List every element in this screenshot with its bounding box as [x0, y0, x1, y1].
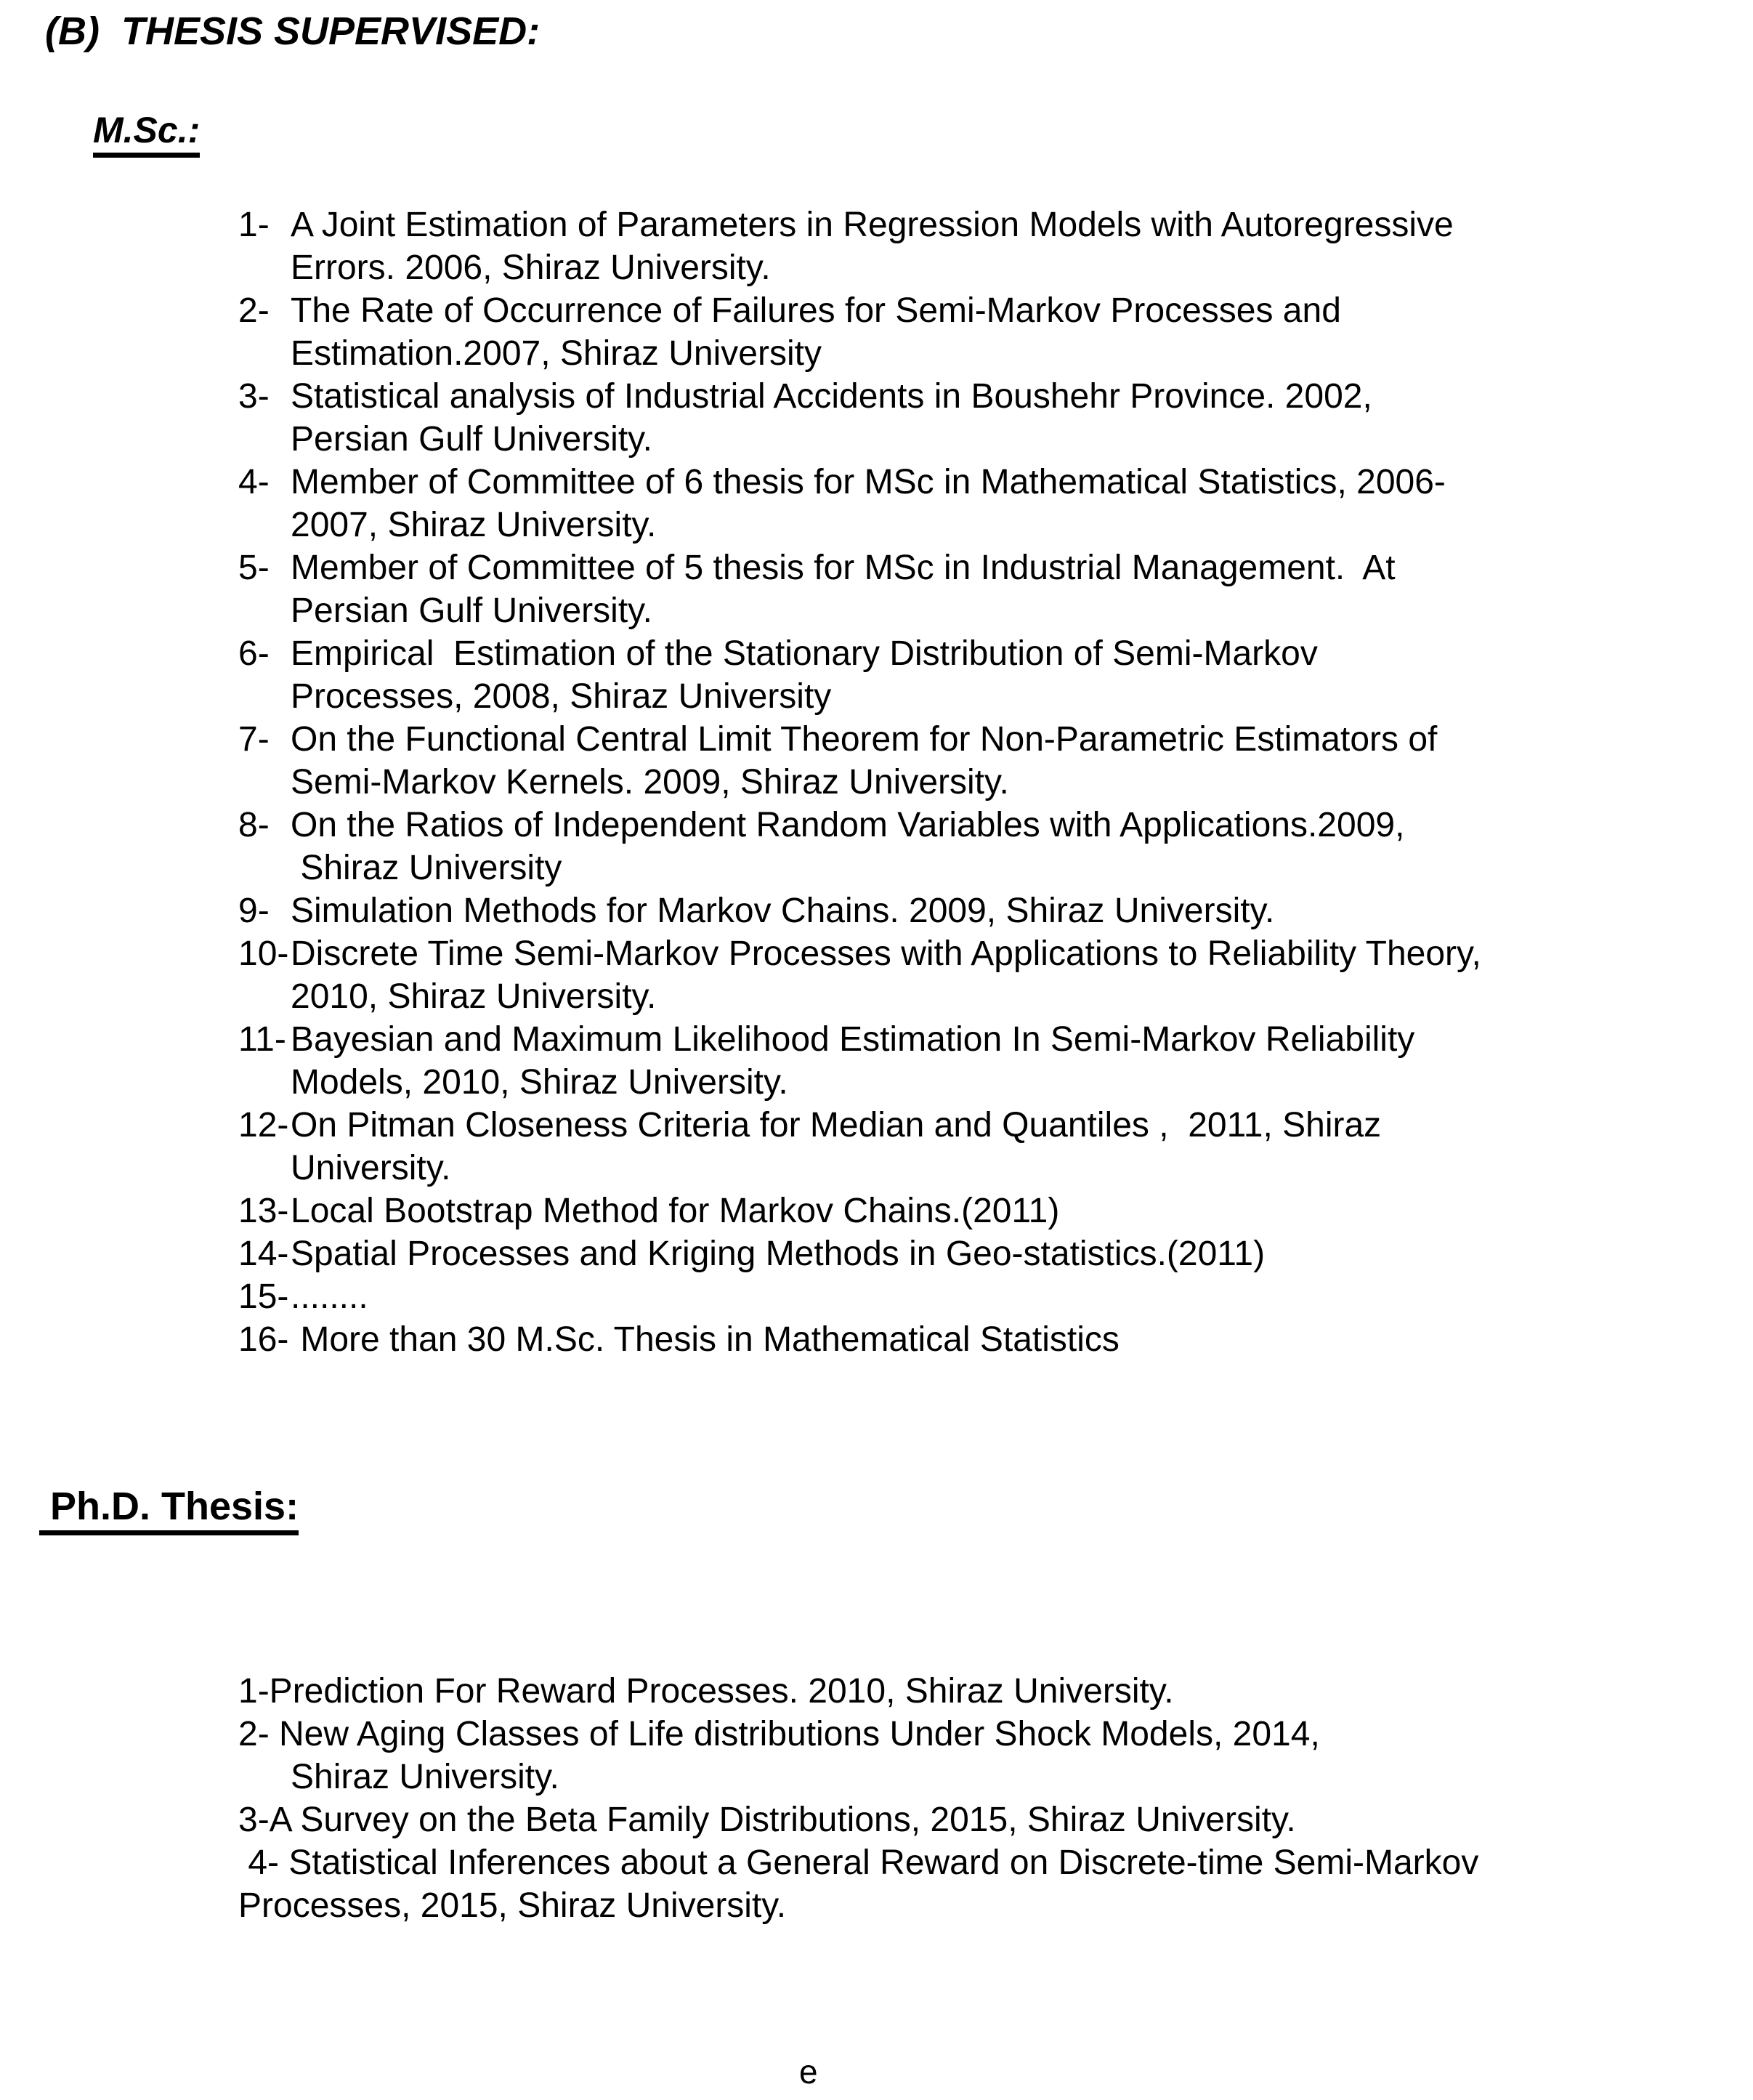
item-line-continuation: Shiraz University.	[291, 1758, 559, 1796]
item-text: Local Bootstrap Method for Markov Chains.(2011)	[291, 1192, 1060, 1230]
item-text: The Rate of Occurrence of Failures for Semi-Markov Processes and	[291, 291, 1341, 330]
item-text: Statistical analysis of Industrial Accidents in Boushehr Province. 2002,	[291, 377, 1372, 416]
item-line	[238, 1232, 1691, 1275]
item-line-continuation: University.	[291, 1149, 451, 1187]
phd-heading	[39, 1487, 299, 1535]
msc-item-11	[238, 1018, 1691, 1104]
msc-item-14	[238, 1232, 1691, 1275]
page-title: (B) THESIS SUPERVISED:	[45, 9, 541, 53]
item-line	[238, 889, 1691, 932]
item-number: 10-	[238, 934, 289, 973]
item-text: Member of Committee of 5 thesis for MSc in Industrial Management. At	[291, 549, 1396, 587]
msc-item-12	[238, 1104, 1691, 1190]
item-text: Empirical Estimation of the Stationary Distribution of Semi-Markov	[291, 634, 1318, 673]
item-line: 4- Statistical Inferences about a General Reward on Discrete-time Semi-Markov	[238, 1843, 1479, 1882]
item-line-continuation: Semi-Markov Kernels. 2009, Shiraz University.	[291, 763, 1009, 801]
phd-item-2	[238, 1713, 1691, 1798]
item-number: 7-	[238, 720, 270, 759]
item-line-continuation: Processes, 2015, Shiraz University.	[238, 1886, 787, 1925]
item-text: More than 30 M.Sc. Thesis in Mathematical Statistics	[291, 1320, 1120, 1359]
item-line	[238, 203, 1691, 246]
msc-item-3	[238, 375, 1691, 461]
item-number: 2-	[238, 291, 270, 330]
msc-thesis-list	[238, 203, 1691, 1361]
item-line-continuation: Persian Gulf University.	[291, 591, 652, 630]
item-line	[238, 932, 1691, 975]
phd-heading-text: Ph.D. Thesis:	[39, 1487, 299, 1535]
item-line	[238, 1318, 1691, 1361]
item-line-continuation: Persian Gulf University.	[291, 420, 652, 459]
page-number: e	[799, 2053, 818, 2091]
item-number: 11-	[238, 1020, 286, 1059]
item-number: 8-	[238, 806, 270, 844]
item-line-continuation: Estimation.2007, Shiraz University	[291, 334, 822, 373]
item-line	[238, 1104, 1691, 1147]
item-line	[238, 461, 1691, 504]
item-number: 14-	[238, 1235, 289, 1273]
msc-item-15	[238, 1275, 1691, 1318]
item-number: 1-	[238, 206, 270, 244]
item-line	[238, 1018, 1691, 1061]
item-text: On the Functional Central Limit Theorem for Non-Parametric Estimators of	[291, 720, 1438, 759]
item-line	[238, 632, 1691, 675]
item-line	[238, 1275, 1691, 1318]
msc-item-9	[238, 889, 1691, 932]
msc-heading-text: M.Sc.:	[93, 112, 200, 158]
phd-item-3	[238, 1798, 1691, 1841]
phd-item-4	[238, 1841, 1691, 1927]
item-text: ........	[291, 1277, 368, 1316]
item-text: Bayesian and Maximum Likelihood Estimation In Semi-Markov Reliability	[291, 1020, 1415, 1059]
msc-item-10	[238, 932, 1691, 1018]
item-number: 9-	[238, 892, 270, 930]
msc-item-8	[238, 804, 1691, 889]
item-line	[238, 718, 1691, 761]
item-line-continuation: Processes, 2008, Shiraz University	[291, 677, 832, 716]
phd-thesis-list	[238, 1670, 1691, 1927]
item-number: 3-	[238, 377, 270, 416]
msc-item-13	[238, 1190, 1691, 1232]
item-line: 2- New Aging Classes of Life distributions Under Shock Models, 2014,	[238, 1715, 1320, 1753]
msc-item-7	[238, 718, 1691, 804]
item-text: Member of Committee of 6 thesis for MSc in Mathematical Statistics, 2006-	[291, 463, 1446, 501]
msc-item-5	[238, 546, 1691, 632]
msc-item-2	[238, 289, 1691, 375]
msc-item-1	[238, 203, 1691, 289]
msc-heading	[93, 112, 200, 158]
item-number: 13-	[238, 1192, 289, 1230]
msc-item-4	[238, 461, 1691, 546]
item-number: 15-	[238, 1277, 289, 1316]
item-number: 4-	[238, 463, 270, 501]
item-text: On Pitman Closeness Criteria for Median and Quantiles , 2011, Shiraz	[291, 1106, 1382, 1144]
item-line	[238, 1190, 1691, 1232]
item-line	[238, 289, 1691, 332]
msc-item-6	[238, 632, 1691, 718]
item-line-continuation: Shiraz University	[291, 849, 562, 887]
item-number: 12-	[238, 1106, 289, 1144]
item-number: 16-	[238, 1320, 289, 1359]
item-line-continuation: 2010, Shiraz University.	[291, 977, 657, 1016]
item-text: A Joint Estimation of Parameters in Regression Models with Autoregressive	[291, 206, 1454, 244]
item-number: 5-	[238, 549, 270, 587]
item-line: 1-Prediction For Reward Processes. 2010, Shiraz University.	[238, 1672, 1174, 1711]
item-line-continuation: Models, 2010, Shiraz University.	[291, 1063, 788, 1102]
msc-item-16	[238, 1318, 1691, 1361]
phd-item-1	[238, 1670, 1691, 1713]
item-text: Discrete Time Semi-Markov Processes with Applications to Reliability Theory,	[291, 934, 1481, 973]
item-line: 3-A Survey on the Beta Family Distributions, 2015, Shiraz University.	[238, 1801, 1296, 1839]
item-line	[238, 546, 1691, 589]
item-text: Spatial Processes and Kriging Methods in Geo-statistics.(2011)	[291, 1235, 1266, 1273]
item-line	[238, 804, 1691, 847]
item-text: On the Ratios of Independent Random Variables with Applications.2009,	[291, 806, 1405, 844]
item-line	[238, 375, 1691, 418]
item-line-continuation: 2007, Shiraz University.	[291, 506, 657, 544]
item-text: Simulation Methods for Markov Chains. 2009, Shiraz University.	[291, 892, 1275, 930]
item-number: 6-	[238, 634, 270, 673]
item-line-continuation: Errors. 2006, Shiraz University.	[291, 249, 771, 287]
